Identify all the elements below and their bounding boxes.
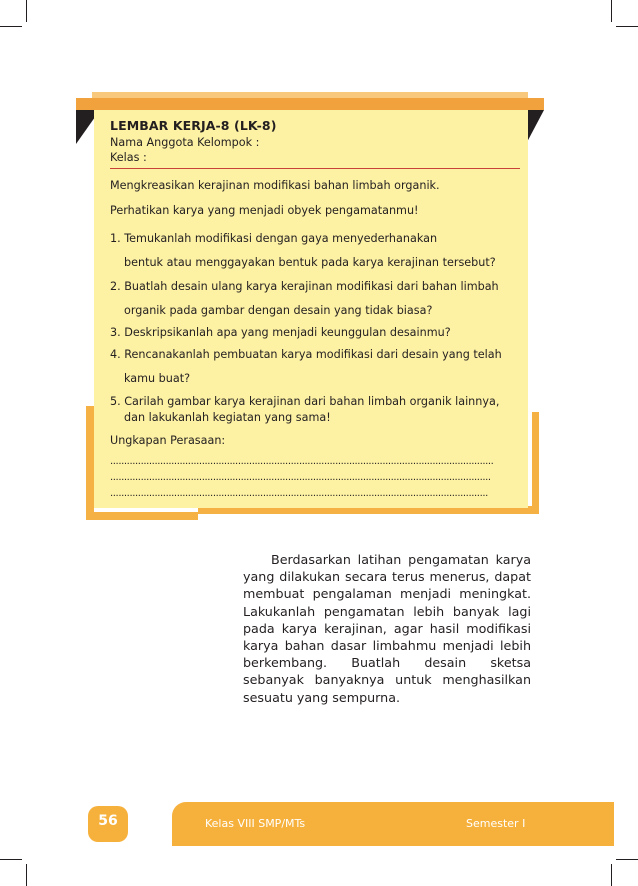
crop-mark bbox=[611, 864, 612, 886]
group-members-label: Nama Anggota Kelompok : bbox=[110, 136, 260, 149]
question-5-cont: dan lakukanlah kegiatan yang sama! bbox=[124, 411, 331, 424]
crop-mark bbox=[616, 859, 638, 860]
crop-mark bbox=[26, 864, 27, 886]
crop-mark bbox=[26, 0, 27, 22]
answer-line: ......................................................................................................................................... bbox=[110, 472, 491, 483]
crop-mark bbox=[0, 26, 22, 27]
question-4: 4. Rencanakanlah pembuatan karya modifikasi dari desain yang telah bbox=[110, 348, 502, 361]
answer-line: ........................................................................................................................................ bbox=[110, 488, 488, 499]
worksheet-title: LEMBAR KERJA-8 (LK-8) bbox=[110, 118, 277, 133]
footer-class-label: Kelas VIII SMP/MTs bbox=[205, 817, 306, 830]
card-frame bbox=[532, 412, 539, 514]
page-number-badge bbox=[88, 806, 128, 842]
class-label: Kelas : bbox=[110, 151, 147, 164]
question-1-cont: bentuk atau menggayakan bentuk pada karya kerajinan tersebut? bbox=[124, 256, 496, 269]
body-paragraph bbox=[243, 551, 531, 706]
card-frame bbox=[86, 406, 94, 520]
intro-line: Perhatikan karya yang menjadi obyek pengamatanmu! bbox=[110, 204, 419, 217]
question-2: 2. Buatlah desain ulang karya kerajinan modifikasi dari bahan limbah bbox=[110, 280, 499, 293]
crop-mark bbox=[0, 859, 22, 860]
question-4-cont: kamu buat? bbox=[124, 372, 191, 385]
crop-mark bbox=[611, 0, 612, 22]
body-paragraph-text: Berdasarkan latihan pengamatan karya yang dilakukan secara terus menerus, dapat membuat pengalaman menjadi meningkat. Lakukanlah pengamatan lebih banyak lagi pada karya kerajinan, agar hasil modifikasi karya bahan dasar limbahmu menjadi lebih berkembang. Buatlah desain sketsa sebanyak banyaknya untuk menghasilkan sesuatu yang sempurna. bbox=[243, 552, 531, 705]
card-frame bbox=[86, 512, 198, 520]
page-number: 56 bbox=[98, 813, 118, 829]
answer-line: .......................................................................................................................................... bbox=[110, 456, 494, 467]
divider bbox=[110, 168, 520, 169]
footer-semester-label: Semester I bbox=[466, 817, 526, 830]
question-5: 5. Carilah gambar karya kerajinan dari bahan limbah organik lainnya, bbox=[110, 395, 500, 408]
card-top-band bbox=[76, 98, 544, 110]
question-2-cont: organik pada gambar dengan desain yang tidak biasa? bbox=[124, 304, 433, 317]
card-fold-right bbox=[526, 110, 544, 144]
question-3: 3. Deskripsikanlah apa yang menjadi keunggulan desainmu? bbox=[110, 326, 451, 339]
question-1: 1. Temukanlah modifikasi dengan gaya menyederhanakan bbox=[110, 232, 438, 245]
intro-line: Mengkreasikan kerajinan modifikasi bahan limbah organik. bbox=[110, 179, 440, 192]
crop-mark bbox=[616, 26, 638, 27]
feelings-label: Ungkapan Perasaan: bbox=[110, 434, 226, 447]
